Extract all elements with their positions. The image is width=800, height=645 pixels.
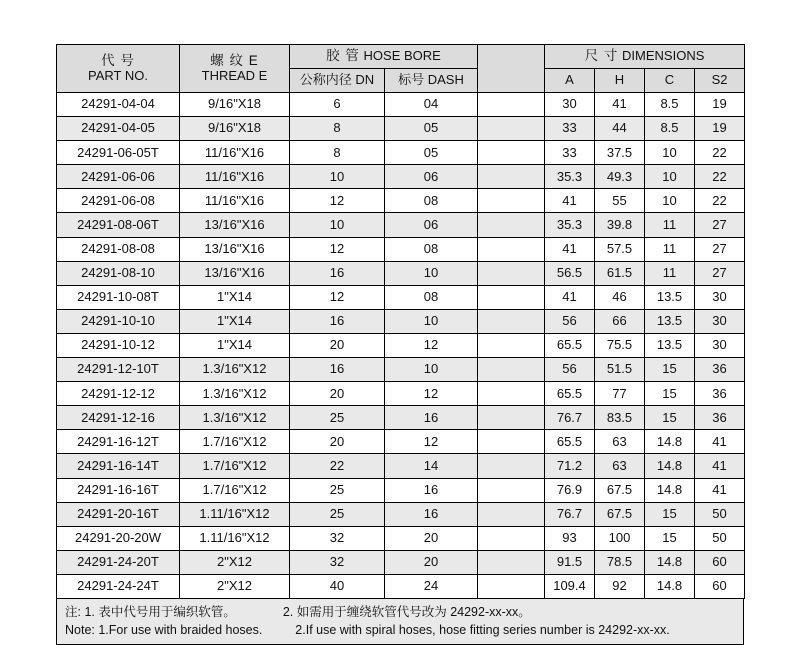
table-row — [57, 261, 745, 285]
cell-blank — [478, 574, 545, 598]
cell-thread: 13/16"X16 — [180, 213, 290, 237]
cell-dash: 16 — [385, 478, 478, 502]
cell-dim-h: 67.5 — [595, 478, 645, 502]
cell-dn: 25 — [290, 478, 385, 502]
cell-part-no: 24291-04-05 — [57, 117, 180, 141]
cell-dim-h: 51.5 — [595, 358, 645, 382]
cell-dim-c: 15 — [645, 406, 695, 430]
cell-part-no: 24291-24-20T — [57, 550, 180, 574]
cell-dim-a: 65.5 — [545, 382, 595, 406]
cell-dim-c: 13.5 — [645, 285, 695, 309]
header-dimensions-cn: 尺 寸 — [584, 48, 619, 64]
cell-part-no: 24291-12-10T — [57, 358, 180, 382]
cell-dim-h: 66 — [595, 309, 645, 333]
header-dim-a: A — [545, 69, 595, 93]
cell-blank — [478, 309, 545, 333]
cell-thread: 1.11/16"X12 — [180, 502, 290, 526]
cell-dim-a: 41 — [545, 189, 595, 213]
cell-part-no: 24291-12-16 — [57, 406, 180, 430]
cell-dim-a: 93 — [545, 526, 595, 550]
table-row — [57, 309, 745, 333]
cell-dash: 10 — [385, 309, 478, 333]
cell-thread: 1.7/16"X12 — [180, 430, 290, 454]
cell-blank — [478, 285, 545, 309]
cell-dim-a: 56 — [545, 358, 595, 382]
cell-dash: 08 — [385, 237, 478, 261]
cell-dim-s2: 30 — [695, 285, 745, 309]
cell-dim-h: 75.5 — [595, 333, 645, 357]
cell-dim-s2: 27 — [695, 261, 745, 285]
table-row — [57, 502, 745, 526]
cell-dim-c: 13.5 — [645, 333, 695, 357]
cell-thread: 1.7/16"X12 — [180, 454, 290, 478]
cell-blank — [478, 358, 545, 382]
cell-dn: 20 — [290, 382, 385, 406]
table-row — [57, 478, 745, 502]
cell-dim-s2: 60 — [695, 574, 745, 598]
cell-blank — [478, 526, 545, 550]
cell-dim-c: 14.8 — [645, 430, 695, 454]
cell-thread: 1"X14 — [180, 333, 290, 357]
header-dimensions — [545, 45, 745, 69]
cell-thread: 11/16"X16 — [180, 141, 290, 165]
cell-dim-c: 11 — [645, 213, 695, 237]
cell-dim-s2: 19 — [695, 93, 745, 117]
cell-dn: 32 — [290, 526, 385, 550]
cell-dash: 16 — [385, 406, 478, 430]
cell-dim-s2: 41 — [695, 454, 745, 478]
table-row — [57, 117, 745, 141]
cell-blank — [478, 93, 545, 117]
table-row — [57, 406, 745, 430]
cell-part-no: 24291-20-16T — [57, 502, 180, 526]
cell-dash: 08 — [385, 285, 478, 309]
cell-part-no: 24291-16-14T — [57, 454, 180, 478]
cell-dim-s2: 36 — [695, 358, 745, 382]
cell-dn: 32 — [290, 550, 385, 574]
cell-part-no: 24291-16-16T — [57, 478, 180, 502]
cell-dim-a: 65.5 — [545, 430, 595, 454]
cell-dim-c: 11 — [645, 237, 695, 261]
table-row — [57, 526, 745, 550]
cell-dim-c: 14.8 — [645, 454, 695, 478]
cell-dim-h: 55 — [595, 189, 645, 213]
cell-part-no: 24291-24-24T — [57, 574, 180, 598]
header-dim-c: C — [645, 69, 695, 93]
cell-dn: 25 — [290, 406, 385, 430]
table-row — [57, 285, 745, 309]
cell-dash: 05 — [385, 141, 478, 165]
header-thread-en: THREAD E — [201, 67, 268, 83]
cell-dim-c: 14.8 — [645, 550, 695, 574]
cell-dash: 20 — [385, 550, 478, 574]
cell-part-no: 24291-08-08 — [57, 237, 180, 261]
cell-dim-c: 10 — [645, 141, 695, 165]
cell-dim-h: 63 — [595, 454, 645, 478]
cell-blank — [478, 333, 545, 357]
cell-dim-a: 91.5 — [545, 550, 595, 574]
header-hose-bore-en: HOSE BORE — [363, 48, 441, 64]
cell-thread: 13/16"X16 — [180, 237, 290, 261]
cell-dn: 16 — [290, 358, 385, 382]
cell-dn: 16 — [290, 309, 385, 333]
table-row — [57, 382, 745, 406]
cell-part-no: 24291-06-05T — [57, 141, 180, 165]
cell-dim-s2: 50 — [695, 502, 745, 526]
cell-dn: 40 — [290, 574, 385, 598]
cell-dash: 14 — [385, 454, 478, 478]
header-part-no-cn: 代 号 — [101, 52, 135, 68]
cell-blank — [478, 406, 545, 430]
cell-blank — [478, 478, 545, 502]
cell-part-no: 24291-10-10 — [57, 309, 180, 333]
cell-dim-s2: 41 — [695, 430, 745, 454]
cell-blank — [478, 430, 545, 454]
note-line-cn — [65, 603, 735, 621]
cell-thread: 1.3/16"X12 — [180, 406, 290, 430]
cell-dn: 10 — [290, 165, 385, 189]
cell-part-no: 24291-12-12 — [57, 382, 180, 406]
cell-thread: 1.11/16"X12 — [180, 526, 290, 550]
cell-dim-h: 49.3 — [595, 165, 645, 189]
table-row — [57, 574, 745, 598]
cell-part-no: 24291-08-06T — [57, 213, 180, 237]
table-row — [57, 213, 745, 237]
cell-blank — [478, 117, 545, 141]
cell-dim-a: 109.4 — [545, 574, 595, 598]
table-row — [57, 237, 745, 261]
cell-dn: 8 — [290, 141, 385, 165]
cell-thread: 9/16"X18 — [180, 117, 290, 141]
cell-dn: 12 — [290, 189, 385, 213]
cell-thread: 1.3/16"X12 — [180, 382, 290, 406]
cell-part-no: 24291-04-04 — [57, 93, 180, 117]
cell-thread: 9/16"X18 — [180, 93, 290, 117]
header-dimensions-en: DIMENSIONS — [622, 48, 705, 64]
table-row — [57, 358, 745, 382]
cell-dim-h: 57.5 — [595, 237, 645, 261]
cell-blank — [478, 502, 545, 526]
cell-dim-h: 83.5 — [595, 406, 645, 430]
cell-dash: 20 — [385, 526, 478, 550]
table-row — [57, 165, 745, 189]
table-row — [57, 454, 745, 478]
cell-dim-h: 67.5 — [595, 502, 645, 526]
table-row — [57, 93, 745, 117]
cell-dim-h: 44 — [595, 117, 645, 141]
cell-dim-c: 14.8 — [645, 478, 695, 502]
header-part-no-en: PART NO. — [88, 67, 148, 83]
cell-dim-c: 8.5 — [645, 117, 695, 141]
cell-thread: 1.7/16"X12 — [180, 478, 290, 502]
cell-dim-a: 33 — [545, 141, 595, 165]
cell-dim-c: 14.8 — [645, 574, 695, 598]
cell-dim-a: 35.3 — [545, 213, 595, 237]
cell-dim-s2: 41 — [695, 478, 745, 502]
header-row-1 — [57, 45, 745, 69]
cell-dn: 22 — [290, 454, 385, 478]
cell-dim-s2: 22 — [695, 165, 745, 189]
cell-dim-s2: 27 — [695, 213, 745, 237]
cell-dash: 12 — [385, 430, 478, 454]
cell-dim-a: 71.2 — [545, 454, 595, 478]
note-en-2: 2.If use with spiral hoses, hose fitting series number is 24292-xx-xx. — [295, 623, 670, 638]
header-dim-s2: S2 — [695, 69, 745, 93]
cell-dim-c: 8.5 — [645, 93, 695, 117]
cell-thread: 2"X12 — [180, 574, 290, 598]
cell-blank — [478, 189, 545, 213]
note-line-en — [65, 621, 735, 639]
header-dim-h: H — [595, 69, 645, 93]
spec-sheet — [56, 44, 744, 645]
cell-dim-h: 92 — [595, 574, 645, 598]
cell-dim-c: 15 — [645, 382, 695, 406]
cell-dash: 05 — [385, 117, 478, 141]
cell-part-no: 24291-08-10 — [57, 261, 180, 285]
header-hose-bore-cn: 胶 管 — [326, 48, 360, 64]
cell-blank — [478, 213, 545, 237]
cell-dash: 10 — [385, 358, 478, 382]
cell-blank — [478, 165, 545, 189]
cell-dash: 08 — [385, 189, 478, 213]
header-blank — [478, 45, 545, 93]
cell-thread: 11/16"X16 — [180, 165, 290, 189]
header-dn: 公称内径 DN — [290, 69, 385, 93]
table-header — [57, 45, 745, 93]
cell-dn: 8 — [290, 117, 385, 141]
cell-blank — [478, 550, 545, 574]
table-row — [57, 141, 745, 165]
cell-part-no: 24291-16-12T — [57, 430, 180, 454]
cell-dn: 12 — [290, 237, 385, 261]
header-thread — [180, 45, 290, 93]
cell-dim-c: 11 — [645, 261, 695, 285]
cell-dim-a: 33 — [545, 117, 595, 141]
cell-dim-a: 76.7 — [545, 502, 595, 526]
cell-dn: 6 — [290, 93, 385, 117]
specification-table — [56, 44, 745, 599]
cell-dim-a: 56 — [545, 309, 595, 333]
cell-dim-h: 39.8 — [595, 213, 645, 237]
table-row — [57, 189, 745, 213]
cell-dim-s2: 22 — [695, 189, 745, 213]
cell-blank — [478, 454, 545, 478]
cell-dim-s2: 27 — [695, 237, 745, 261]
cell-dash: 06 — [385, 213, 478, 237]
notes-block — [56, 599, 744, 645]
header-dash: 标号 DASH — [385, 69, 478, 93]
cell-dn: 20 — [290, 430, 385, 454]
cell-dim-s2: 36 — [695, 406, 745, 430]
cell-dim-a: 30 — [545, 93, 595, 117]
cell-dim-s2: 36 — [695, 382, 745, 406]
cell-dim-h: 100 — [595, 526, 645, 550]
cell-thread: 1"X14 — [180, 309, 290, 333]
cell-dash: 16 — [385, 502, 478, 526]
note-cn-2: 2. 如需用于缠绕软管代号改为 24292-xx-xx。 — [282, 604, 531, 619]
cell-dim-c: 13.5 — [645, 309, 695, 333]
cell-dim-h: 46 — [595, 285, 645, 309]
cell-thread: 1"X14 — [180, 285, 290, 309]
cell-dim-s2: 30 — [695, 309, 745, 333]
cell-dim-h: 63 — [595, 430, 645, 454]
cell-thread: 2"X12 — [180, 550, 290, 574]
cell-part-no: 24291-10-12 — [57, 333, 180, 357]
cell-dim-h: 77 — [595, 382, 645, 406]
table-row — [57, 550, 745, 574]
cell-blank — [478, 382, 545, 406]
table-row — [57, 430, 745, 454]
cell-dim-s2: 50 — [695, 526, 745, 550]
cell-dim-c: 15 — [645, 502, 695, 526]
cell-dim-h: 78.5 — [595, 550, 645, 574]
cell-blank — [478, 237, 545, 261]
header-hose-bore — [290, 45, 478, 69]
cell-dim-a: 76.9 — [545, 478, 595, 502]
note-cn-1: 注: 1. 表中代号用于编织软管。 — [65, 604, 236, 619]
cell-dash: 06 — [385, 165, 478, 189]
cell-part-no: 24291-20-20W — [57, 526, 180, 550]
cell-dim-c: 15 — [645, 358, 695, 382]
cell-dim-h: 37.5 — [595, 141, 645, 165]
cell-dash: 24 — [385, 574, 478, 598]
cell-part-no: 24291-10-08T — [57, 285, 180, 309]
cell-dn: 10 — [290, 213, 385, 237]
cell-dim-a: 35.3 — [545, 165, 595, 189]
cell-blank — [478, 141, 545, 165]
table-body — [57, 93, 745, 599]
cell-thread: 13/16"X16 — [180, 261, 290, 285]
cell-dn: 16 — [290, 261, 385, 285]
cell-dim-s2: 30 — [695, 333, 745, 357]
cell-dash: 12 — [385, 333, 478, 357]
cell-dim-a: 41 — [545, 285, 595, 309]
cell-dn: 20 — [290, 333, 385, 357]
cell-dim-s2: 19 — [695, 117, 745, 141]
cell-thread: 1.3/16"X12 — [180, 358, 290, 382]
cell-dim-c: 15 — [645, 526, 695, 550]
note-en-1: Note: 1.For use with braided hoses. — [65, 623, 263, 638]
cell-dim-c: 10 — [645, 165, 695, 189]
cell-part-no: 24291-06-06 — [57, 165, 180, 189]
cell-dim-s2: 60 — [695, 550, 745, 574]
cell-dim-a: 41 — [545, 237, 595, 261]
cell-dim-a: 56.5 — [545, 261, 595, 285]
table-row — [57, 333, 745, 357]
cell-thread: 11/16"X16 — [180, 189, 290, 213]
cell-dn: 12 — [290, 285, 385, 309]
cell-blank — [478, 261, 545, 285]
header-thread-cn: 螺 纹 E — [210, 52, 259, 68]
cell-part-no: 24291-06-08 — [57, 189, 180, 213]
cell-dim-a: 76.7 — [545, 406, 595, 430]
cell-dim-h: 61.5 — [595, 261, 645, 285]
cell-dim-a: 65.5 — [545, 333, 595, 357]
header-part-no — [57, 45, 180, 93]
cell-dn: 25 — [290, 502, 385, 526]
cell-dash: 12 — [385, 382, 478, 406]
cell-dash: 04 — [385, 93, 478, 117]
cell-dash: 10 — [385, 261, 478, 285]
cell-dim-s2: 22 — [695, 141, 745, 165]
cell-dim-c: 10 — [645, 189, 695, 213]
cell-dim-h: 41 — [595, 93, 645, 117]
